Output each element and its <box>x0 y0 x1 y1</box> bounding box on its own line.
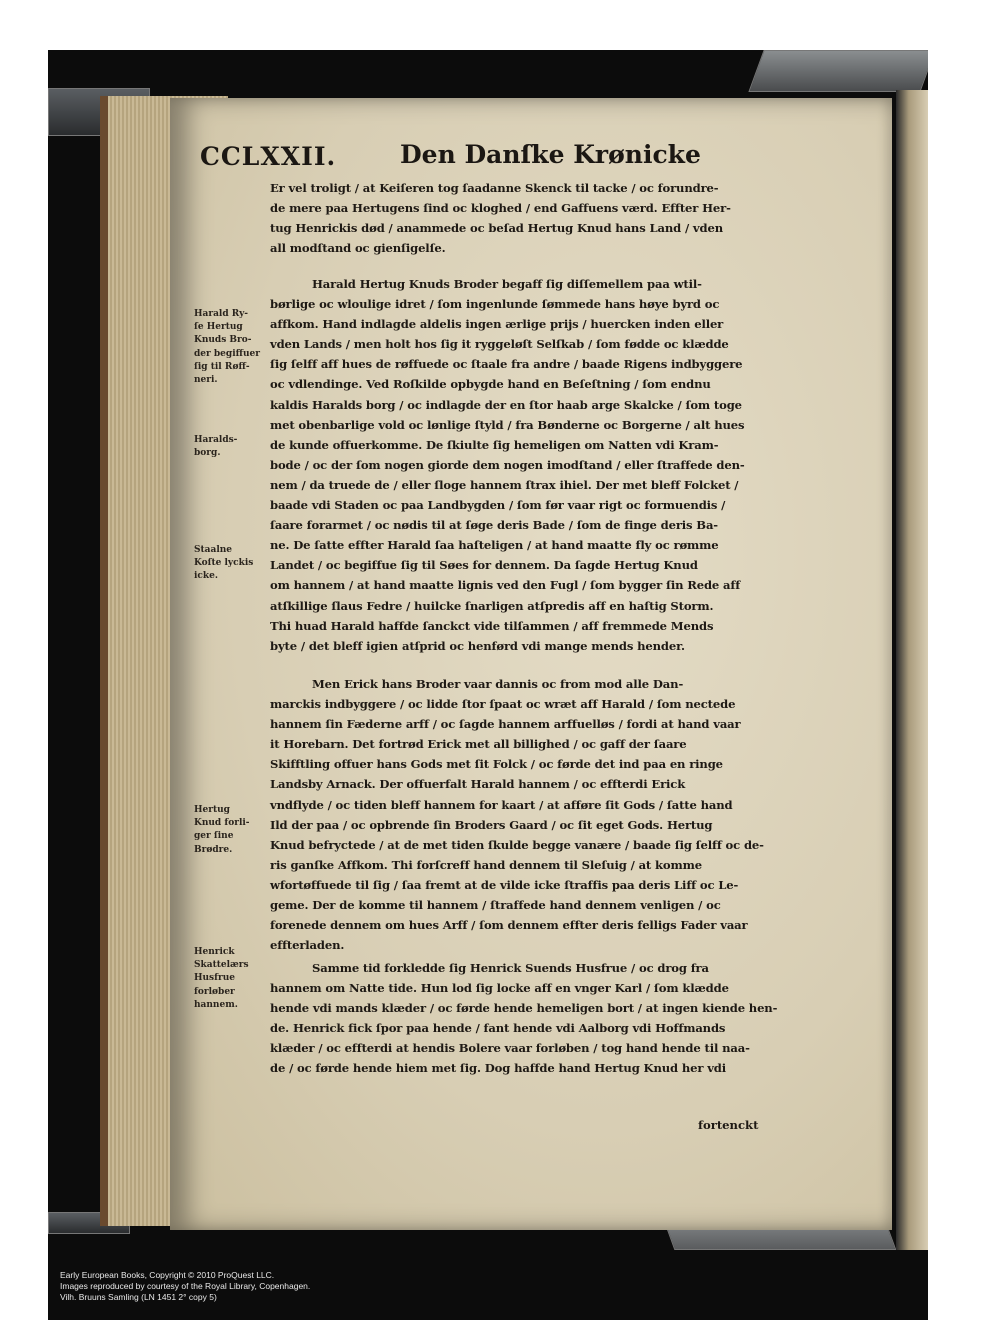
paragraph <box>270 674 770 955</box>
margin-note-line: borg. <box>194 448 221 459</box>
text-line: vndflyde / oc tiden bleff hannem for kaart / at afføre ſit Gods / ſatte hand <box>270 797 733 812</box>
text-line: om hannem / at hand maatte lignis ved den Fugl / ſom bygger ſin Rede aff <box>270 578 741 593</box>
text-line: hende vdi mands klæder / oc førde hende hemeligen bort / at ingen kiende hen- <box>270 1001 778 1016</box>
paragraph <box>270 274 770 656</box>
text-line: Skifftling offuer hans Gods met ſit Folck / oc førde det ind paa en ringe <box>270 757 723 772</box>
folio-number: CCLXXII. <box>200 142 337 171</box>
margin-note <box>194 804 266 857</box>
margin-note-line: Husfrue <box>194 973 235 984</box>
book-clamp <box>748 50 928 92</box>
text-line: forenede dennem om hues Arff / ſom dennem effter deris felligs Fader vaar <box>270 918 748 933</box>
text-line: tug Henrickis død / anammede oc beſad Hertug Knud hans Land / vden <box>270 221 723 236</box>
text-line: baade vdi Staden oc paa Landbygden / ſom før vaar rigt oc formuendis / <box>270 498 726 513</box>
text-line: de / oc førde hende hiem met ſig. Dog haffde hand Hertug Knud her vdi <box>270 1061 727 1076</box>
text-line: ne. De ſatte effter Harald ſaa haſteligen / at hand maatte fly oc rømme <box>270 538 719 553</box>
margin-note-line: Brødre. <box>194 844 233 855</box>
margin-note-line: ſig til Røff- <box>194 361 250 372</box>
text-line: atſkillige ſlaus Fedre / huilcke ſnarligen atſpredis aff en haſtig Storm. <box>270 598 714 613</box>
text-line: Ild der paa / oc opbrende ſin Broders Gaard / oc ſit eget Gods. Hertug <box>270 817 713 832</box>
text-line: Thi huad Harald haffde ſanckct vide tilſammen / aff fremmede Mends <box>270 618 714 633</box>
footer-line: Early European Books, Copyright © 2010 ProQuest LLC. <box>60 1270 275 1280</box>
margin-note-line: Hertug <box>194 805 230 815</box>
margin-note-line: ſe Hertug <box>194 322 243 333</box>
paragraph <box>270 178 770 258</box>
paragraph <box>270 958 778 1079</box>
margin-note-line: Knud forli- <box>194 818 250 829</box>
text-line: ſaare forarmet / oc nødis til at ſøge deris Bade / ſom de finge deris Ba- <box>270 518 718 533</box>
text-line: marckis indbyggere / oc lidde ſtor ſpaat oc wræt aff Harald / ſom nectede <box>270 697 736 712</box>
margin-note <box>194 308 266 387</box>
text-line: børlige oc wloulige idret / ſom ingenlunde ſømmede hans høye byrd oc <box>270 297 720 312</box>
text-line: hannem om Natte tide. Hun lod ſig locke aff en vnger Karl / ſom klædde <box>270 981 729 996</box>
text-line: byte / det bleff igien atſprid oc henførd vdi mange mends hender. <box>270 638 685 653</box>
facing-page-edge <box>896 90 928 1250</box>
margin-note-line: icke. <box>194 571 218 582</box>
text-line: Samme tid forkledde ſig Henrick Suends Husfrue / oc drog fra <box>312 961 709 975</box>
text-line: effterladen. <box>270 938 345 953</box>
text-line: Knud befryctede / at de met tiden ſkulde begge vanære / baade ſig ſelff oc de- <box>270 837 764 852</box>
text-line: kaldis Haralds borg / oc indlagde der en ſtor haab arge Skalcke / ſom toge <box>270 397 742 412</box>
margin-note-line: Haralds- <box>194 435 238 445</box>
margin-note <box>194 544 266 584</box>
text-line: all modſtand oc gienſigelſe. <box>270 241 446 256</box>
text-line: bode / oc der ſom nogen giorde dem nogen imodſtand / eller ſtraffede den- <box>270 457 745 472</box>
text-line: hannem ſin Fæderne arff / oc ſagde hannem arffuelløs / fordi at hand vaar <box>270 717 741 732</box>
margin-note-line: der begiffuer <box>194 348 261 359</box>
text-line: ris ganſke Affkom. Thi forſcreff hand dennem til Sleſuig / at komme <box>270 857 702 872</box>
margin-note-line: neri. <box>194 375 218 386</box>
text-line: nem / da truede de / eller ſloge hannem ſtrax ihiel. Der met bleff Folcket / <box>270 477 739 492</box>
margin-note <box>194 946 266 1012</box>
margin-note-line: Henrick <box>194 947 235 957</box>
text-line: Men Erick hans Broder vaar dannis oc from mod alle Dan- <box>312 677 684 691</box>
text-line: oc vdlendinge. Ved Roſkilde opbygde hand en Beſeſtning / ſom endnu <box>270 377 711 392</box>
footer-line: Images reproduced by courtesy of the Royal Library, Copenhagen. <box>60 1281 311 1291</box>
text-line: it Horebarn. Det fortrød Erick met all billighed / oc gaff der ſaare <box>270 737 687 752</box>
copyright-footer <box>60 1270 660 1303</box>
text-line: de mere paa Hertugens ſind oc kloghed / end Gaffuens værd. Effter Her- <box>270 201 731 216</box>
margin-note-line: Knuds Bro- <box>194 335 252 346</box>
scanned-book-photo <box>48 50 928 1320</box>
text-line: Harald Hertug Knuds Broder begaff ſig diſſemellem paa wtil- <box>312 277 702 291</box>
text-line: Landet / oc begiffue ſig til Søes for dennem. Da ſagde Hertug Knud <box>270 558 698 573</box>
text-line: ſig ſelff aff hues de røffuede oc ſtaale fra andre / baade Rigens indbyggere <box>270 357 743 372</box>
margin-note-line: ger ſine <box>194 831 234 842</box>
margin-note-line: Koſte lyckis <box>194 558 254 569</box>
text-line: Er vel troligt / at Keiſeren tog ſaadanne Skenck til tacke / oc forundre- <box>270 181 719 195</box>
text-line: geme. Der de komme til hannem / ſtraffede hand dennem venligen / oc <box>270 898 721 913</box>
text-line: affkom. Hand indlagde aldelis ingen ærlige prijs / huercken inden eller <box>270 317 724 332</box>
book-page <box>170 98 892 1230</box>
margin-note-line: hannem. <box>194 999 238 1010</box>
text-line: met obenbarlige vold oc lønlige ſtyld / fra Bønderne oc Borgerne / alt hues <box>270 417 745 432</box>
text-line: Landsby Arnack. Der offuerfalt Harald hannem / oc effterdi Erick <box>270 777 686 792</box>
margin-note <box>194 434 266 460</box>
running-title: Den Danſke Krønicke <box>400 140 701 169</box>
text-line: de. Henrick fick ſpor paa hende / fant hende vdi Aalborg vdi Hoffmands <box>270 1021 726 1036</box>
text-line: wfortøffuede til ſig / ſaa fremt at de vilde icke ſtraffis paa deris Liff oc Le- <box>270 877 739 892</box>
margin-note-line: forløber <box>194 986 235 997</box>
margin-note-line: Skattelærs <box>194 960 249 971</box>
catchword: fortenckt <box>698 1118 759 1132</box>
text-line: de kunde offuerkomme. De ſkiulte ſig hemeligen om Natten vdi Kram- <box>270 437 719 452</box>
text-line: klæder / oc effterdi at hendis Bolere vaar forløben / tog hand hende til naa- <box>270 1041 750 1056</box>
margin-note-line: Staalne <box>194 545 233 555</box>
margin-note-line: Harald Ry- <box>194 309 249 319</box>
text-line: vden Lands / men holt hos ſig it ryggeløſt Selſkab / ſom fødde oc klædde <box>270 337 729 352</box>
footer-line: Vilh. Bruuns Samling (LN 1451 2° copy 5) <box>60 1292 217 1302</box>
